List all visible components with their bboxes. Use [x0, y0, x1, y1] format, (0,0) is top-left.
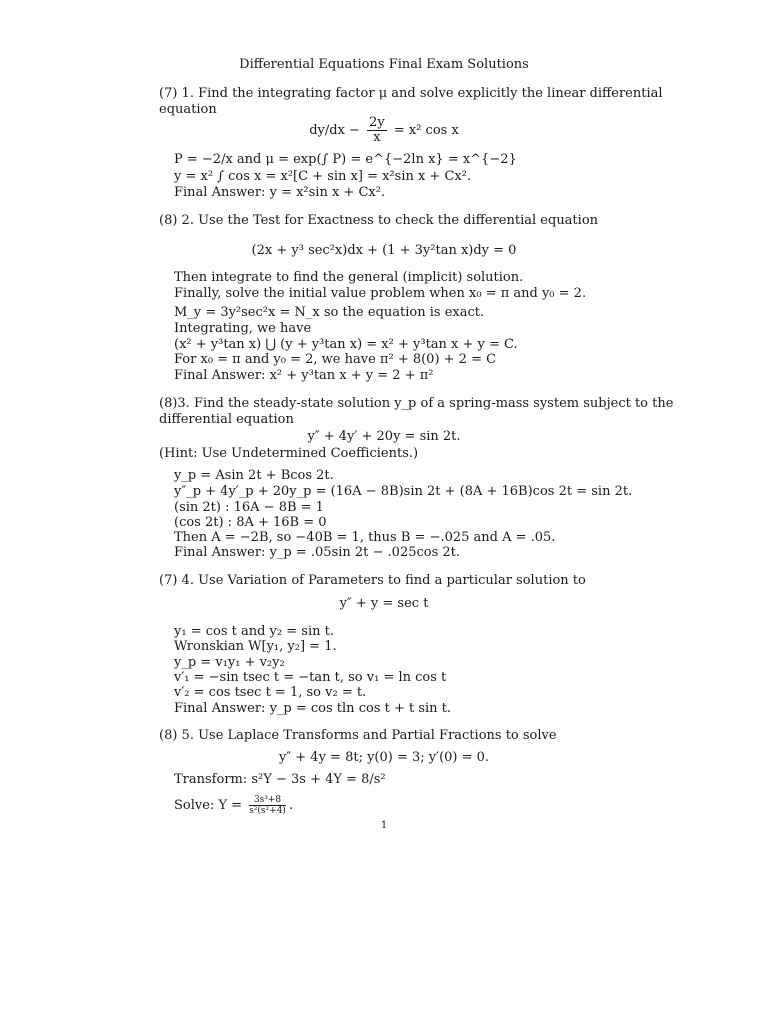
problem-5-statement: (8) 5. Use Laplace Transforms and Partial Fractions to solve	[159, 728, 557, 743]
problem-4-equation: y″ + y = sec t	[339, 596, 429, 611]
problem-5-solution-line	[174, 795, 293, 816]
eq-left: dy/dx −	[309, 123, 360, 138]
problem-1-equation	[0, 116, 768, 145]
problem-4-solution-line: y₁ = cos t and y₂ = sin t.	[174, 624, 334, 639]
problem-4-solution-line: y_p = v₁y₁ + v₂y₂	[174, 655, 285, 670]
problem-4-solution-line: v′₂ = cos tsec t = 1, so v₂ = t.	[174, 685, 367, 700]
problem-3-final-answer: Final Answer: y_p = .05sin 2t − .025cos 2t.	[174, 545, 461, 560]
problem-3-statement: (8)3. Find the steady-state solution y_p of a spring-mass system subject to the	[159, 396, 674, 411]
solve-prefix: Solve: Y =	[174, 798, 243, 813]
problem-3-solution-line: (sin 2t) : 16A − 8B = 1	[174, 500, 324, 515]
fraction-denominator: x	[373, 130, 381, 145]
problem-2-solution-line: M_y = 3y²sec²x = N_x so the equation is exact.	[174, 305, 485, 320]
problem-4-solution-line: v′₁ = −sin tsec t = −tan t, so v₁ = ln cos t	[174, 670, 447, 685]
fraction-numerator: 2y	[369, 115, 385, 130]
problem-3-statement-cont: differential equation	[159, 412, 294, 427]
solve-suffix: .	[288, 798, 294, 813]
problem-1-solution-line: y = x² ∫ cos x = x²[C + sin x] = x²sin x + Cx².	[174, 169, 472, 184]
problem-2-statement: (8) 2. Use the Test for Exactness to check the differential equation	[159, 213, 599, 228]
problem-1-statement: (7) 1. Find the integrating factor μ and solve explicitly the linear differential	[159, 86, 663, 101]
problem-4-statement: (7) 4. Use Variation of Parameters to find a particular solution to	[159, 573, 586, 588]
problem-3-equation: y″ + 4y′ + 20y = sin 2t.	[307, 429, 461, 444]
problem-2-equation: (2x + y³ sec²x)dx + (1 + 3y²tan x)dy = 0	[251, 243, 517, 258]
problem-2-final-answer: Final Answer: x² + y³tan x + y = 2 + π²	[174, 368, 434, 383]
fraction	[367, 116, 387, 145]
problem-2-solution-line: For x₀ = π and y₀ = 2, we have π² + 8(0) + 2 = C	[174, 352, 497, 367]
problem-2-solution-line: (x² + y³tan x) ⋃ (y + y³tan x) = x² + y³tan x + y = C.	[174, 337, 518, 352]
problem-5-equation: y″ + 4y = 8t; y(0) = 3; y′(0) = 0.	[278, 750, 490, 765]
problem-5-solution-line: Transform: s²Y − 3s + 4Y = 8/s²	[174, 772, 386, 787]
problem-3-solution-line: y″_p + 4y′_p + 20y_p = (16A − 8B)sin 2t + (8A + 16B)cos 2t = sin 2t.	[174, 484, 633, 499]
problem-1-statement-cont: equation	[159, 102, 217, 117]
problem-2-text: Finally, solve the initial value problem when x₀ = π and y₀ = 2.	[174, 286, 587, 301]
page-number: 1	[380, 820, 388, 831]
problem-4-final-answer: Final Answer: y_p = cos tln cos t + t sin t.	[174, 701, 452, 716]
problem-2-solution-line: Integrating, we have	[174, 321, 312, 336]
problem-3-solution-line: Then A = −2B, so −40B = 1, thus B = −.025 and A = .05.	[174, 530, 556, 545]
problem-3-hint: (Hint: Use Undetermined Coefficients.)	[159, 446, 419, 461]
fraction-numerator: 3s³+8	[249, 795, 286, 806]
eq-right: = x² cos x	[393, 123, 459, 138]
problem-3-solution-line: y_p = Asin 2t + Bcos 2t.	[174, 468, 334, 483]
fraction-denominator: s²(s²+4)	[249, 806, 286, 816]
problem-1-solution-line: P = −2/x and μ = exp(∫ P) = e^{−2ln x} = x^{−2}	[174, 152, 517, 167]
problem-1-final-answer: Final Answer: y = x²sin x + Cx².	[174, 185, 386, 200]
problem-4-solution-line: Wronskian W[y₁, y₂] = 1.	[174, 639, 337, 654]
problem-2-text: Then integrate to find the general (implicit) solution.	[174, 270, 524, 285]
problem-3-solution-line: (cos 2t) : 8A + 16B = 0	[174, 515, 327, 530]
fraction	[249, 795, 286, 816]
page-title: Differential Equations Final Exam Solutions	[239, 57, 529, 72]
